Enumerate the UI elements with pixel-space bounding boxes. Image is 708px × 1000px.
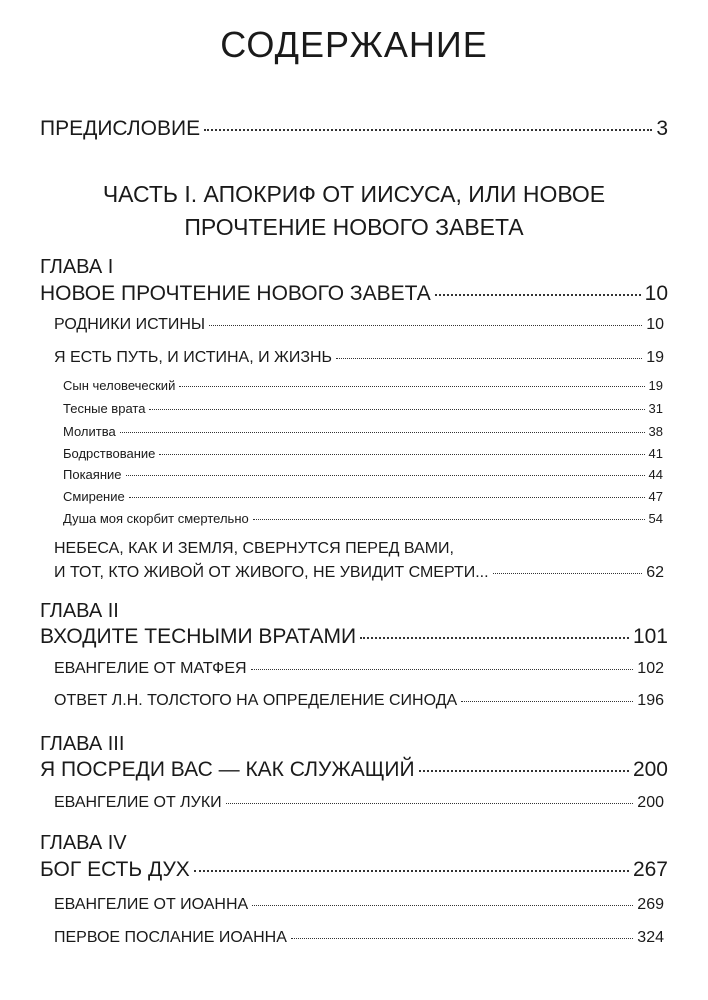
- dot-leader: [126, 475, 645, 476]
- toc-entry-subsection[interactable]: [63, 424, 663, 439]
- entry-page: 10: [646, 316, 664, 333]
- entry-title: ОТВЕТ Л.Н. ТОЛСТОГО НА ОПРЕДЕЛЕНИЕ СИНОДА: [54, 692, 458, 709]
- toc-entry-subsection[interactable]: [63, 467, 663, 482]
- dot-leader: [493, 573, 643, 574]
- entry-page: 269: [637, 896, 664, 913]
- entry-page: 47: [648, 489, 663, 504]
- entry-page: 38: [648, 424, 663, 439]
- entry-title: Смирение: [63, 489, 125, 504]
- toc-entry-subsection[interactable]: [63, 446, 663, 461]
- entry-title: Душа моя скорбит смертельно: [63, 511, 249, 526]
- dot-leader: [251, 669, 634, 670]
- dot-leader: [461, 701, 633, 702]
- toc-entry-section[interactable]: [54, 316, 664, 334]
- entry-page: 196: [637, 692, 664, 709]
- toc-entry-preface[interactable]: [40, 117, 668, 141]
- entry-title: Бодрствование: [63, 446, 156, 461]
- entry-page: 62: [646, 564, 664, 581]
- entry-title: ЕВАНГЕЛИЕ ОТ ИОАННА: [54, 896, 249, 913]
- entry-page: 19: [646, 349, 664, 366]
- entry-title: Сын человеческий: [63, 378, 176, 393]
- toc-entry-section[interactable]: [54, 794, 664, 812]
- dot-leader: [360, 637, 629, 639]
- entry-title-line-1: НЕБЕСА, КАК И ЗЕМЛЯ, СВЕРНУТСЯ ПЕРЕД ВАМИ,: [54, 540, 454, 557]
- dot-leader: [435, 294, 641, 296]
- entry-page: 200: [637, 794, 664, 811]
- entry-title: РОДНИКИ ИСТИНЫ: [54, 316, 206, 333]
- toc-entry-section[interactable]: [54, 896, 664, 914]
- entry-title: Я ЕСТЬ ПУТЬ, И ИСТИНА, И ЖИЗНЬ: [54, 349, 333, 366]
- entry-title: ПРЕДИСЛОВИЕ: [40, 117, 201, 140]
- part-title-line-2: ПРОЧТЕНИЕ НОВОГО ЗАВЕТА: [184, 214, 524, 240]
- dot-leader: [204, 129, 652, 131]
- part-title-line-1: ЧАСТЬ I. АПОКРИФ ОТ ИИСУСА, ИЛИ НОВОЕ: [102, 181, 606, 207]
- toc-entry-section[interactable]: [54, 349, 664, 367]
- entry-page: 54: [648, 511, 663, 526]
- toc-entry-section[interactable]: [54, 692, 664, 710]
- toc-entry-chapter[interactable]: [40, 758, 668, 782]
- entry-page: 41: [648, 446, 663, 461]
- toc-entry-chapter[interactable]: [40, 625, 668, 649]
- entry-page: 10: [644, 282, 668, 305]
- dot-leader: [194, 870, 629, 872]
- entry-title-line-2: И ТОТ, КТО ЖИВОЙ ОТ ЖИВОГО, НЕ УВИДИТ СМЕРТИ...: [54, 564, 489, 581]
- entry-title: Молитва: [63, 424, 116, 439]
- entry-title: ЕВАНГЕЛИЕ ОТ МАТФЕЯ: [54, 660, 247, 677]
- entry-title: БОГ ЕСТЬ ДУХ: [40, 858, 190, 881]
- entry-title: Тесные врата: [63, 401, 146, 416]
- dot-leader: [252, 905, 633, 906]
- page-title: СОДЕРЖАНИЕ: [220, 24, 488, 65]
- entry-title: ПЕРВОЕ ПОСЛАНИЕ ИОАННА: [54, 929, 287, 946]
- dot-leader: [149, 409, 644, 410]
- entry-page: 267: [632, 858, 668, 881]
- chapter-label: ГЛАВА II: [40, 600, 119, 622]
- toc-entry-subsection[interactable]: [63, 401, 663, 416]
- dot-leader: [120, 432, 645, 433]
- toc-entry-chapter[interactable]: [40, 858, 668, 882]
- entry-title: ЕВАНГЕЛИЕ ОТ ЛУКИ: [54, 794, 222, 811]
- dot-leader: [253, 519, 645, 520]
- dot-leader: [179, 386, 644, 387]
- entry-title: Я ПОСРЕДИ ВАС — КАК СЛУЖАЩИЙ: [40, 758, 415, 781]
- entry-page: 101: [632, 625, 668, 648]
- entry-title: Покаяние: [63, 467, 122, 482]
- entry-page: 324: [637, 929, 664, 946]
- dot-leader: [336, 358, 642, 359]
- entry-page: 3: [656, 117, 668, 140]
- toc-entry-chapter[interactable]: [40, 282, 668, 306]
- entry-title: НОВОЕ ПРОЧТЕНИЕ НОВОГО ЗАВЕТА: [40, 282, 431, 305]
- toc-entry-section[interactable]: [54, 929, 664, 947]
- entry-title: ВХОДИТЕ ТЕСНЫМИ ВРАТАМИ: [40, 625, 357, 648]
- toc-entry-section-multiline[interactable]: [54, 537, 664, 585]
- entry-page: 200: [632, 758, 668, 781]
- part-title: [0, 178, 708, 244]
- toc-entry-section[interactable]: [54, 660, 664, 678]
- entry-page: 31: [648, 401, 663, 416]
- dot-leader: [209, 325, 642, 326]
- chapter-label: ГЛАВА I: [40, 256, 114, 278]
- chapter-label: ГЛАВА IV: [40, 832, 127, 854]
- dot-leader: [291, 938, 633, 939]
- dot-leader: [159, 454, 644, 455]
- toc-entry-subsection[interactable]: [63, 511, 663, 526]
- toc-entry-subsection[interactable]: [63, 489, 663, 504]
- dot-leader: [226, 803, 634, 804]
- entry-page: 19: [648, 378, 663, 393]
- chapter-label: ГЛАВА III: [40, 733, 125, 755]
- dot-leader: [419, 770, 629, 772]
- dot-leader: [129, 497, 645, 498]
- toc-entry-subsection[interactable]: [63, 378, 663, 393]
- entry-page: 44: [648, 467, 663, 482]
- entry-page: 102: [637, 660, 664, 677]
